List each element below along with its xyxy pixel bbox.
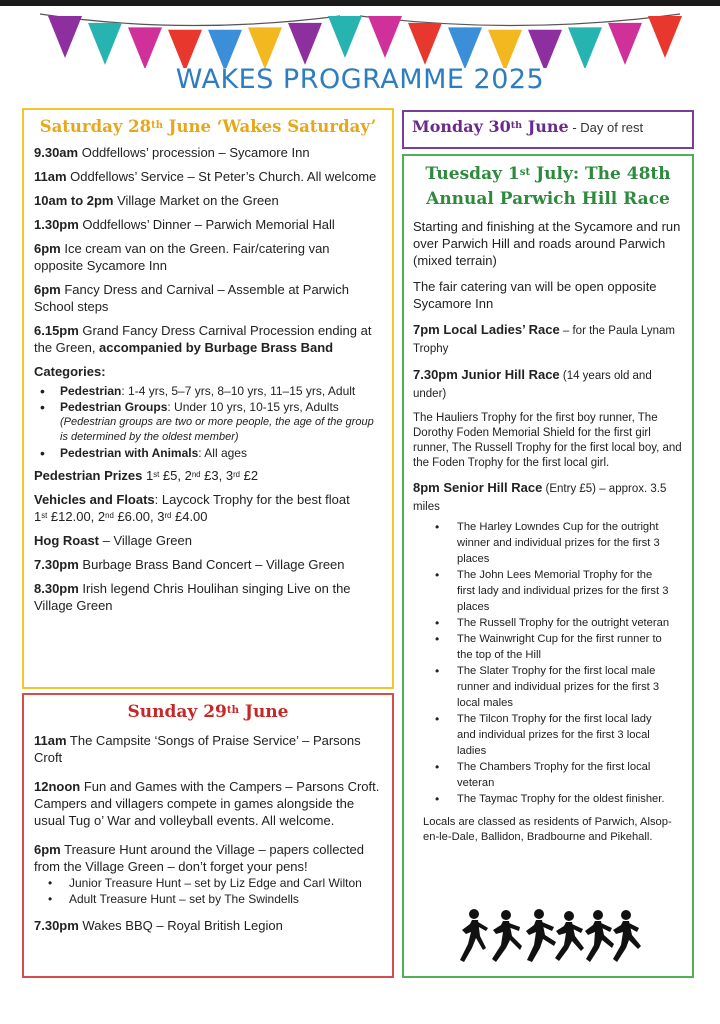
list-item: • The Chambers Trophy for the first local veteran xyxy=(413,759,683,791)
tuesday-heading: Tuesday 1st July: The 48th Annual Parwich Hill Race xyxy=(425,164,671,209)
list-item: • The Tilcon Trophy for the first local lady and individual prizes for the first 3 local ladies xyxy=(413,711,683,759)
pedestrian-prizes: Pedestrian Prizes 1st £5, 2nd £3, 3rd £2 xyxy=(34,468,259,484)
junior-trophies: The Hauliers Trophy for the first boy runner, The Dorothy Foden Memorial Shield for the first girl runner, The Russell Trophy for the first local boy, and the Foden Trophy for the first local girl. xyxy=(413,412,682,470)
bunting-flag xyxy=(328,16,362,58)
bunting-flag xyxy=(248,27,282,68)
bunting-flag xyxy=(568,27,602,68)
list-item: • Pedestrian Groups: Under 10 yrs, 10-15 yrs, Adults (Pedestrian groups are two or more people, the age of the group is determined by the oldest member) xyxy=(34,399,382,445)
event-item: 6pm Fancy Dress and Carnival – Assemble at Parwich School steps xyxy=(34,282,350,315)
groups-note: (Pedestrian groups are two or more people, the age of the group is determined by the oldest member) xyxy=(60,416,374,444)
list-item: • Pedestrian with Animals: All ages xyxy=(34,445,382,461)
ladies-race: 7pm Local Ladies’ Race – for the Paula Lynam Trophy xyxy=(413,322,675,356)
bunting-flag xyxy=(168,30,202,68)
bunting-flag xyxy=(608,23,642,65)
bunting-flag xyxy=(488,30,522,68)
list-item: • Pedestrian: 1-4 yrs, 5–7 yrs, 8–10 yrs, 11–15 yrs, Adult xyxy=(34,383,382,399)
runner-silhouette xyxy=(555,911,584,961)
runner-silhouette xyxy=(526,909,556,962)
runners-illustration xyxy=(456,908,646,966)
bunting-flag xyxy=(528,30,562,68)
page-title: WAKES PROGRAMME 2025 xyxy=(175,64,545,95)
senior-trophies-list xyxy=(413,519,683,807)
monday-heading: Monday 30th June - Day of rest xyxy=(412,117,644,136)
bunting-flag xyxy=(288,23,322,65)
saturday-section xyxy=(22,108,394,689)
race-intro: Starting and finishing at the Sycamore and run over Parwich Hill and roads around Parwich (mixed terrain) xyxy=(413,219,681,269)
sunday-section xyxy=(22,693,394,978)
tuesday-section xyxy=(402,154,694,978)
vehicles-floats: Vehicles and Floats: Laycock Trophy for the best float 1st £12.00, 2nd £6.00, 3rd £4.00 xyxy=(34,492,350,525)
bunting-decoration xyxy=(0,6,720,68)
event-item: 11am Oddfellows’ Service – St Peter’s Church. All welcome xyxy=(34,169,377,185)
bunting-flag xyxy=(448,27,482,68)
event-item: 7.30pm Burbage Brass Band Concert – Village Green xyxy=(34,557,345,573)
list-item: • The Harley Lowndes Cup for the outright winner and individual prizes for the first 3 places xyxy=(413,519,683,567)
hog-roast: Hog Roast – Village Green xyxy=(34,533,192,549)
event-item: 7.30pm Wakes BBQ – Royal British Legion xyxy=(34,917,283,933)
bunting-flag xyxy=(48,16,82,58)
treasure-hunt-list xyxy=(34,876,382,907)
event-item: 1.30pm Oddfellows’ Dinner – Parwich Memorial Hall xyxy=(34,217,335,233)
bunting-flag xyxy=(128,27,162,68)
event-item: 8.30pm Irish legend Chris Houlihan singing Live on the Village Green xyxy=(34,581,351,614)
event-item: 6pm Ice cream van on the Green. Fair/catering van opposite Sycamore Inn xyxy=(34,241,330,274)
list-item: • Adult Treasure Hunt – set by The Swindells xyxy=(34,892,382,907)
junior-race: 7.30pm Junior Hill Race (14 years old and under) xyxy=(413,367,652,401)
event-item: 12noon Fun and Games with the Campers – Parsons Croft. Campers and villagers compete in games alongside the usual Tug o’ War and volleyball events. All welcome. xyxy=(34,778,380,828)
list-item: • The Taymac Trophy for the oldest finisher. xyxy=(413,791,683,807)
list-item: • The Russell Trophy for the outright veteran xyxy=(413,615,683,631)
bunting-flag xyxy=(208,30,242,68)
senior-race: 8pm Senior Hill Race (Entry £5) – approx. 3.5 miles xyxy=(413,480,667,514)
list-item: • The Slater Trophy for the first local male runner and individual prizes for the first 3 local males xyxy=(413,663,683,711)
saturday-heading: Saturday 28th June ‘Wakes Saturday’ xyxy=(39,117,377,136)
bunting-flag xyxy=(368,16,402,58)
event-item: 6pm Treasure Hunt around the Village – papers collected from the Village Green – don’t forget your pens! xyxy=(34,841,365,874)
categories-label: Categories: xyxy=(34,364,106,380)
bunting-flag xyxy=(408,23,442,65)
list-item: • Junior Treasure Hunt – set by Liz Edge and Carl Wilton xyxy=(34,876,382,891)
runner-silhouette xyxy=(613,910,641,962)
categories-list xyxy=(34,383,382,461)
list-item: • The Wainwright Cup for the first runner to the top of the Hill xyxy=(413,631,683,663)
bunting-flag xyxy=(648,16,682,58)
list-item: • The John Lees Memorial Trophy for the first lady and individual prizes for the first 3 places xyxy=(413,567,683,615)
runner-silhouette xyxy=(492,910,522,962)
event-item: 11am The Campsite ‘Songs of Praise Service’ – Parsons Croft xyxy=(34,732,361,765)
event-item: 10am to 2pm Village Market on the Green xyxy=(34,193,279,209)
event-item: 9.30am Oddfellows’ procession – Sycamore Inn xyxy=(34,145,310,161)
runner-silhouette xyxy=(460,909,488,962)
catering-note: The fair catering van will be open opposite Sycamore Inn xyxy=(413,279,657,312)
event-item: 6.15pm Grand Fancy Dress Carnival Procession ending at the Green, accompanied by Burbage Brass Band xyxy=(34,323,372,356)
locals-note: Locals are classed as residents of Parwich, Alsop-en-le-Dale, Ballidon, Bradbourne and Pikehall. xyxy=(423,816,672,844)
bunting-flag xyxy=(88,23,122,65)
monday-section xyxy=(402,110,694,149)
runner-silhouette xyxy=(585,910,614,962)
sunday-heading: Sunday 29th June xyxy=(127,702,289,722)
